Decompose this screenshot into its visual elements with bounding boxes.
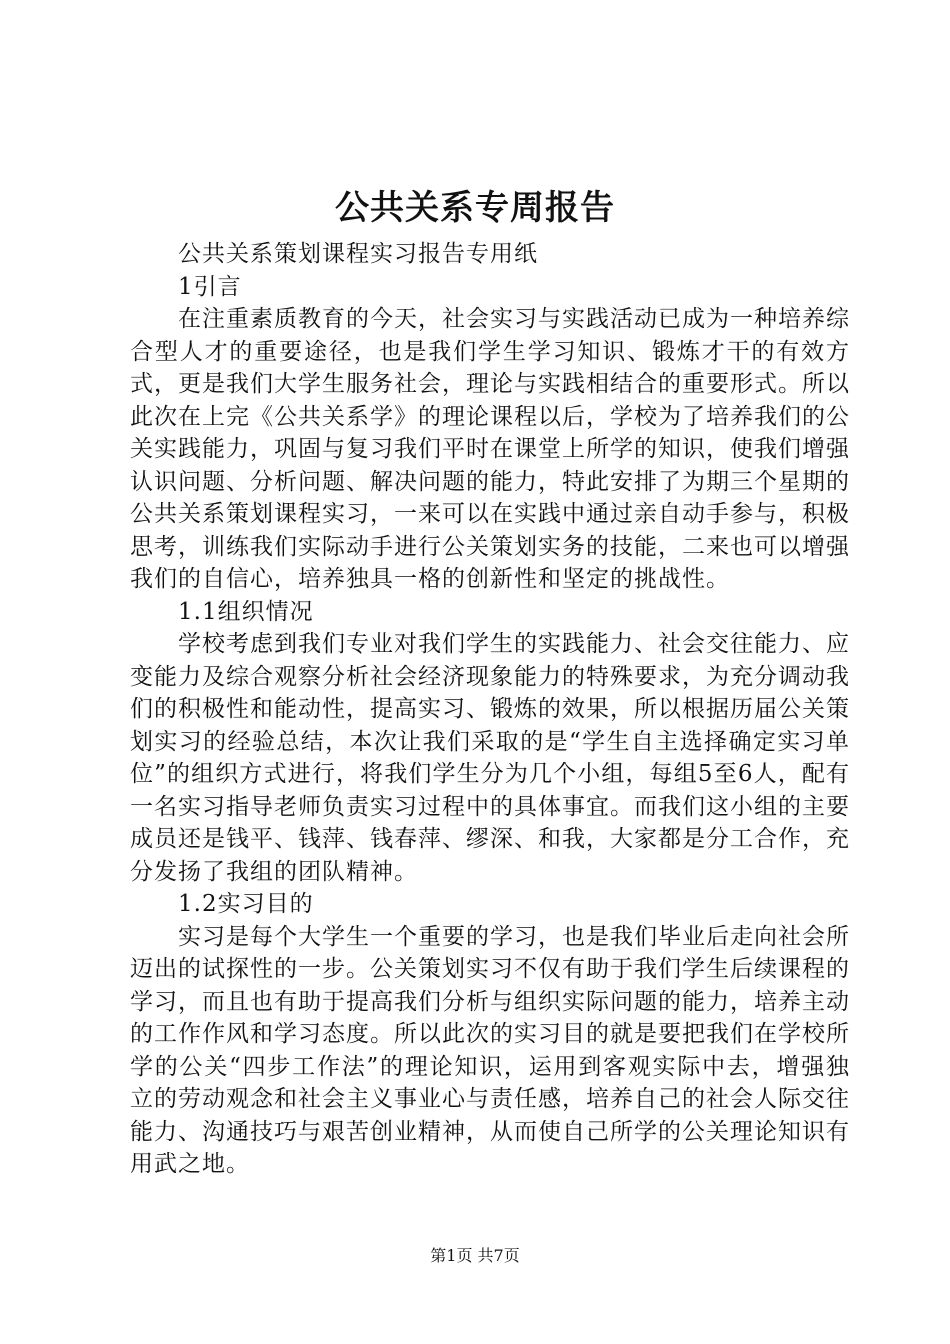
document-body	[130, 238, 850, 1181]
document-title: 公共关系专周报告	[335, 188, 615, 228]
section-paragraph-organization: 学校考虑到我们专业对我们学生的实践能力、社会交往能力、应变能力及综合观察分析社会经济现象能力的特殊要求，为充分调动我们的积极性和能动性，提高实习、锻炼的效果，所以根据历届公关策划实习的经验总结，本次让我们采取的是“学生自主选择确定实习单位”的组织方式进行，将我们学生分为几个小组，每组5至6人，配有一名实习指导老师负责实习过程中的具体事宜。而我们这小组的主要成员还是钱平、钱萍、钱春萍、缪深、和我，大家都是分工合作，充分发扬了我组的团队精神。	[130, 631, 850, 885]
section-heading-intro: 1引言	[178, 273, 242, 300]
page-number-footer: 第1页 共7页	[430, 1246, 520, 1265]
section-paragraph-purpose: 实习是每个大学生一个重要的学习，也是我们毕业后走向社会所迈出的试探性的一步。公关策划实习不仅有助于我们学生后续课程的学习，而且也有助于提高我们分析与组织实际问题的能力，培养主动的工作作风和学习态度。所以此次的实习目的就是要把我们在学校所学的公关“四步工作法”的理论知识，运用到客观实际中去，增强独立的劳动观念和社会主义事业心与责任感，培养自己的社会人际交往能力、沟通技巧与艰苦创业精神，从而使自己所学的公关理论知识有用武之地。	[130, 923, 850, 1177]
section-heading-purpose: 1.2实习目的	[178, 891, 314, 917]
section-heading-organization: 1.1组织情况	[178, 598, 314, 625]
section-paragraph-intro: 在注重素质教育的今天，社会实习与实践活动已成为一种培养综合型人才的重要途径，也是我们学生学习知识、锻炼才干的有效方式，更是我们大学生服务社会，理论与实践相结合的重要形式。所以此次在上完《公共关系学》的理论课程以后，学校为了培养我们的公关实践能力，巩固与复习我们平时在课堂上所学的知识，使我们增强认识问题、分析问题、解决问题的能力，特此安排了为期三个星期的公共关系策划课程实习，一来可以在实践中通过亲自动手参与，积极思考，训练我们实际动手进行公关策划实务的技能，二来也可以增强我们的自信心，培养独具一格的创新性和坚定的挑战性。	[130, 306, 850, 592]
document-subtitle: 公共关系策划课程实习报告专用纸	[178, 241, 538, 267]
